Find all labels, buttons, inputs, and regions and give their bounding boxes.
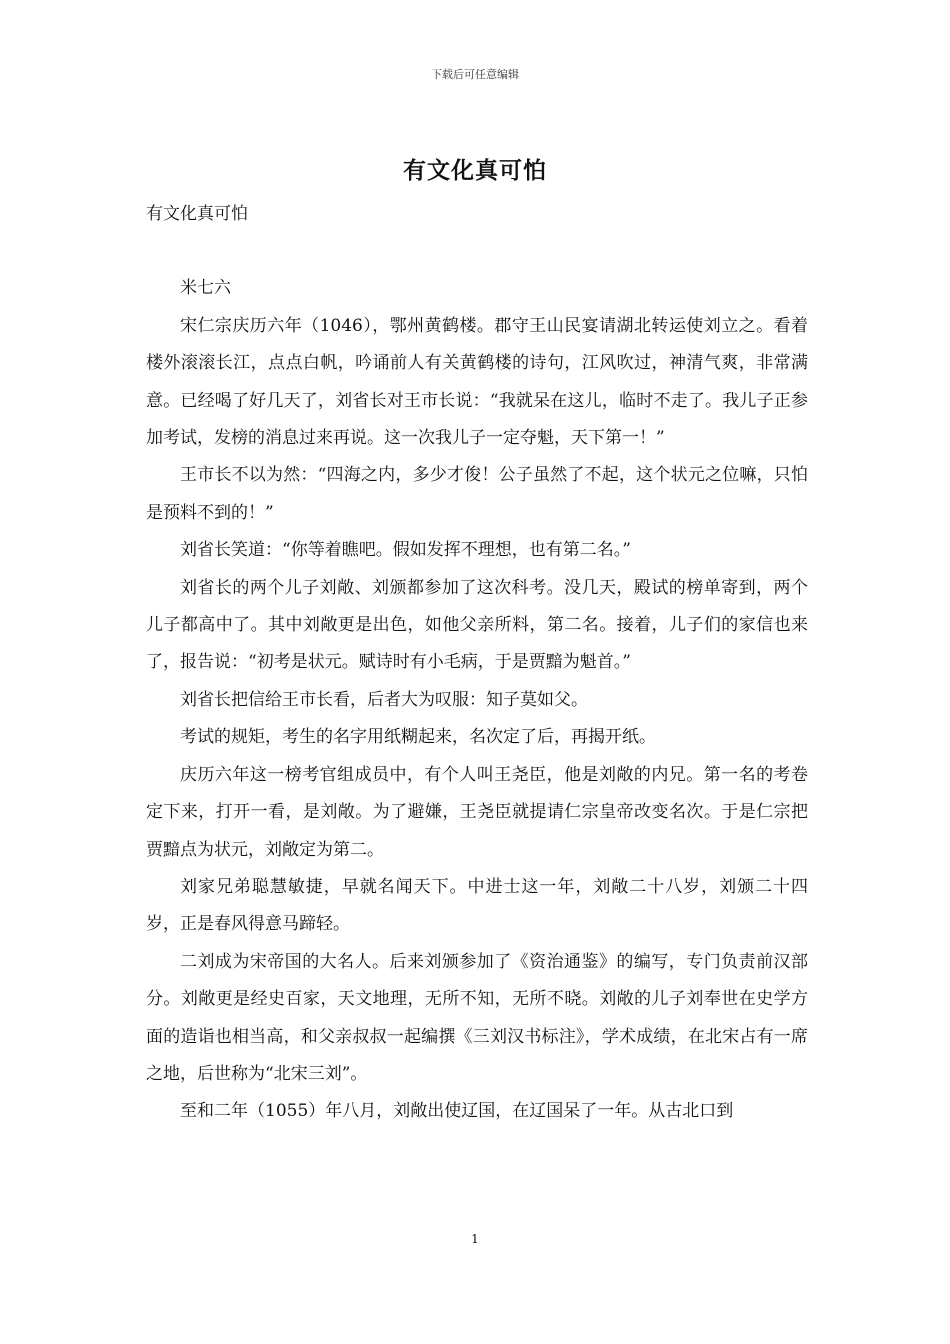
page-number: 1 bbox=[471, 1232, 479, 1246]
body-paragraph: 刘省长笑道：“你等着瞧吧。假如发挥不理想，也有第二名。” bbox=[180, 540, 631, 561]
body-paragraph: 庆历六年这一榜考官组成员中，有个人叫王尧臣，他是刘敞的内兄。第一名的考卷定下来，打开一看，是刘敞。为了避嫌，王尧臣就提请仁宗皇帝改变名次。于是仁宗把贾黯点为状元，刘敞定为第二。 bbox=[146, 764, 808, 860]
body-paragraph: 刘省长的两个儿子刘敞、刘颁都参加了这次科考。没几天，殿试的榜单寄到，两个儿子都高中了。其中刘敞更是出色，如他父亲所料，第二名。接着，儿子们的家信也来了，报告说：“初考是状元。赋诗时有小毛病，于是贾黯为魁首。” bbox=[146, 577, 808, 673]
document-title: 有文化真可怕 bbox=[403, 157, 547, 184]
body-paragraph: 刘家兄弟聪慧敏捷，早就名闻天下。中进士这一年，刘敞二十八岁，刘颁二十四岁，正是春风得意马蹄轻。 bbox=[146, 876, 808, 935]
document-body bbox=[146, 196, 808, 1131]
page-header-note: 下载后可任意编辑 bbox=[431, 68, 519, 81]
body-paragraph: 二刘成为宋帝国的大名人。后来刘颁参加了《资治通鉴》的编写，专门负责前汉部分。刘敞更是经史百家，天文地理，无所不知，无所不晓。刘敞的儿子刘奉世在史学方面的造诣也相当高，和父亲叔叔一起编撰《三刘汉书标注》，学术成绩，在北宋占有一席之地，后世称为“北宋三刘”。 bbox=[146, 951, 808, 1084]
author-line: 米七六 bbox=[180, 278, 231, 299]
body-paragraph: 至和二年（1055）年八月，刘敞出使辽国，在辽国呆了一年。从古北口到 bbox=[180, 1101, 734, 1122]
document-subtitle: 有文化真可怕 bbox=[146, 204, 248, 224]
body-paragraph: 王市长不以为然：“四海之内，多少才俊！公子虽然了不起，这个状元之位嘛，只怕是预料不到的！” bbox=[146, 465, 808, 523]
body-paragraph: 宋仁宗庆历六年（1046），鄂州黄鹤楼。郡守王山民宴请湖北转运使刘立之。看着楼外滚滚长江，点点白帆，吟诵前人有关黄鹤楼的诗句，江风吹过，神清气爽，非常满意。已经喝了好几天了，刘省长对王市长说：“我就呆在这儿，临时不走了。我儿子正参加考试，发榜的消息过来再说。这一次我儿子一定夺魁，天下第一！” bbox=[146, 315, 808, 449]
body-paragraph: 考试的规矩，考生的名字用纸糊起来，名次定了后，再揭开纸。 bbox=[180, 727, 656, 748]
body-paragraph: 刘省长把信给王市长看，后者大为叹服：知子莫如父。 bbox=[180, 689, 588, 710]
